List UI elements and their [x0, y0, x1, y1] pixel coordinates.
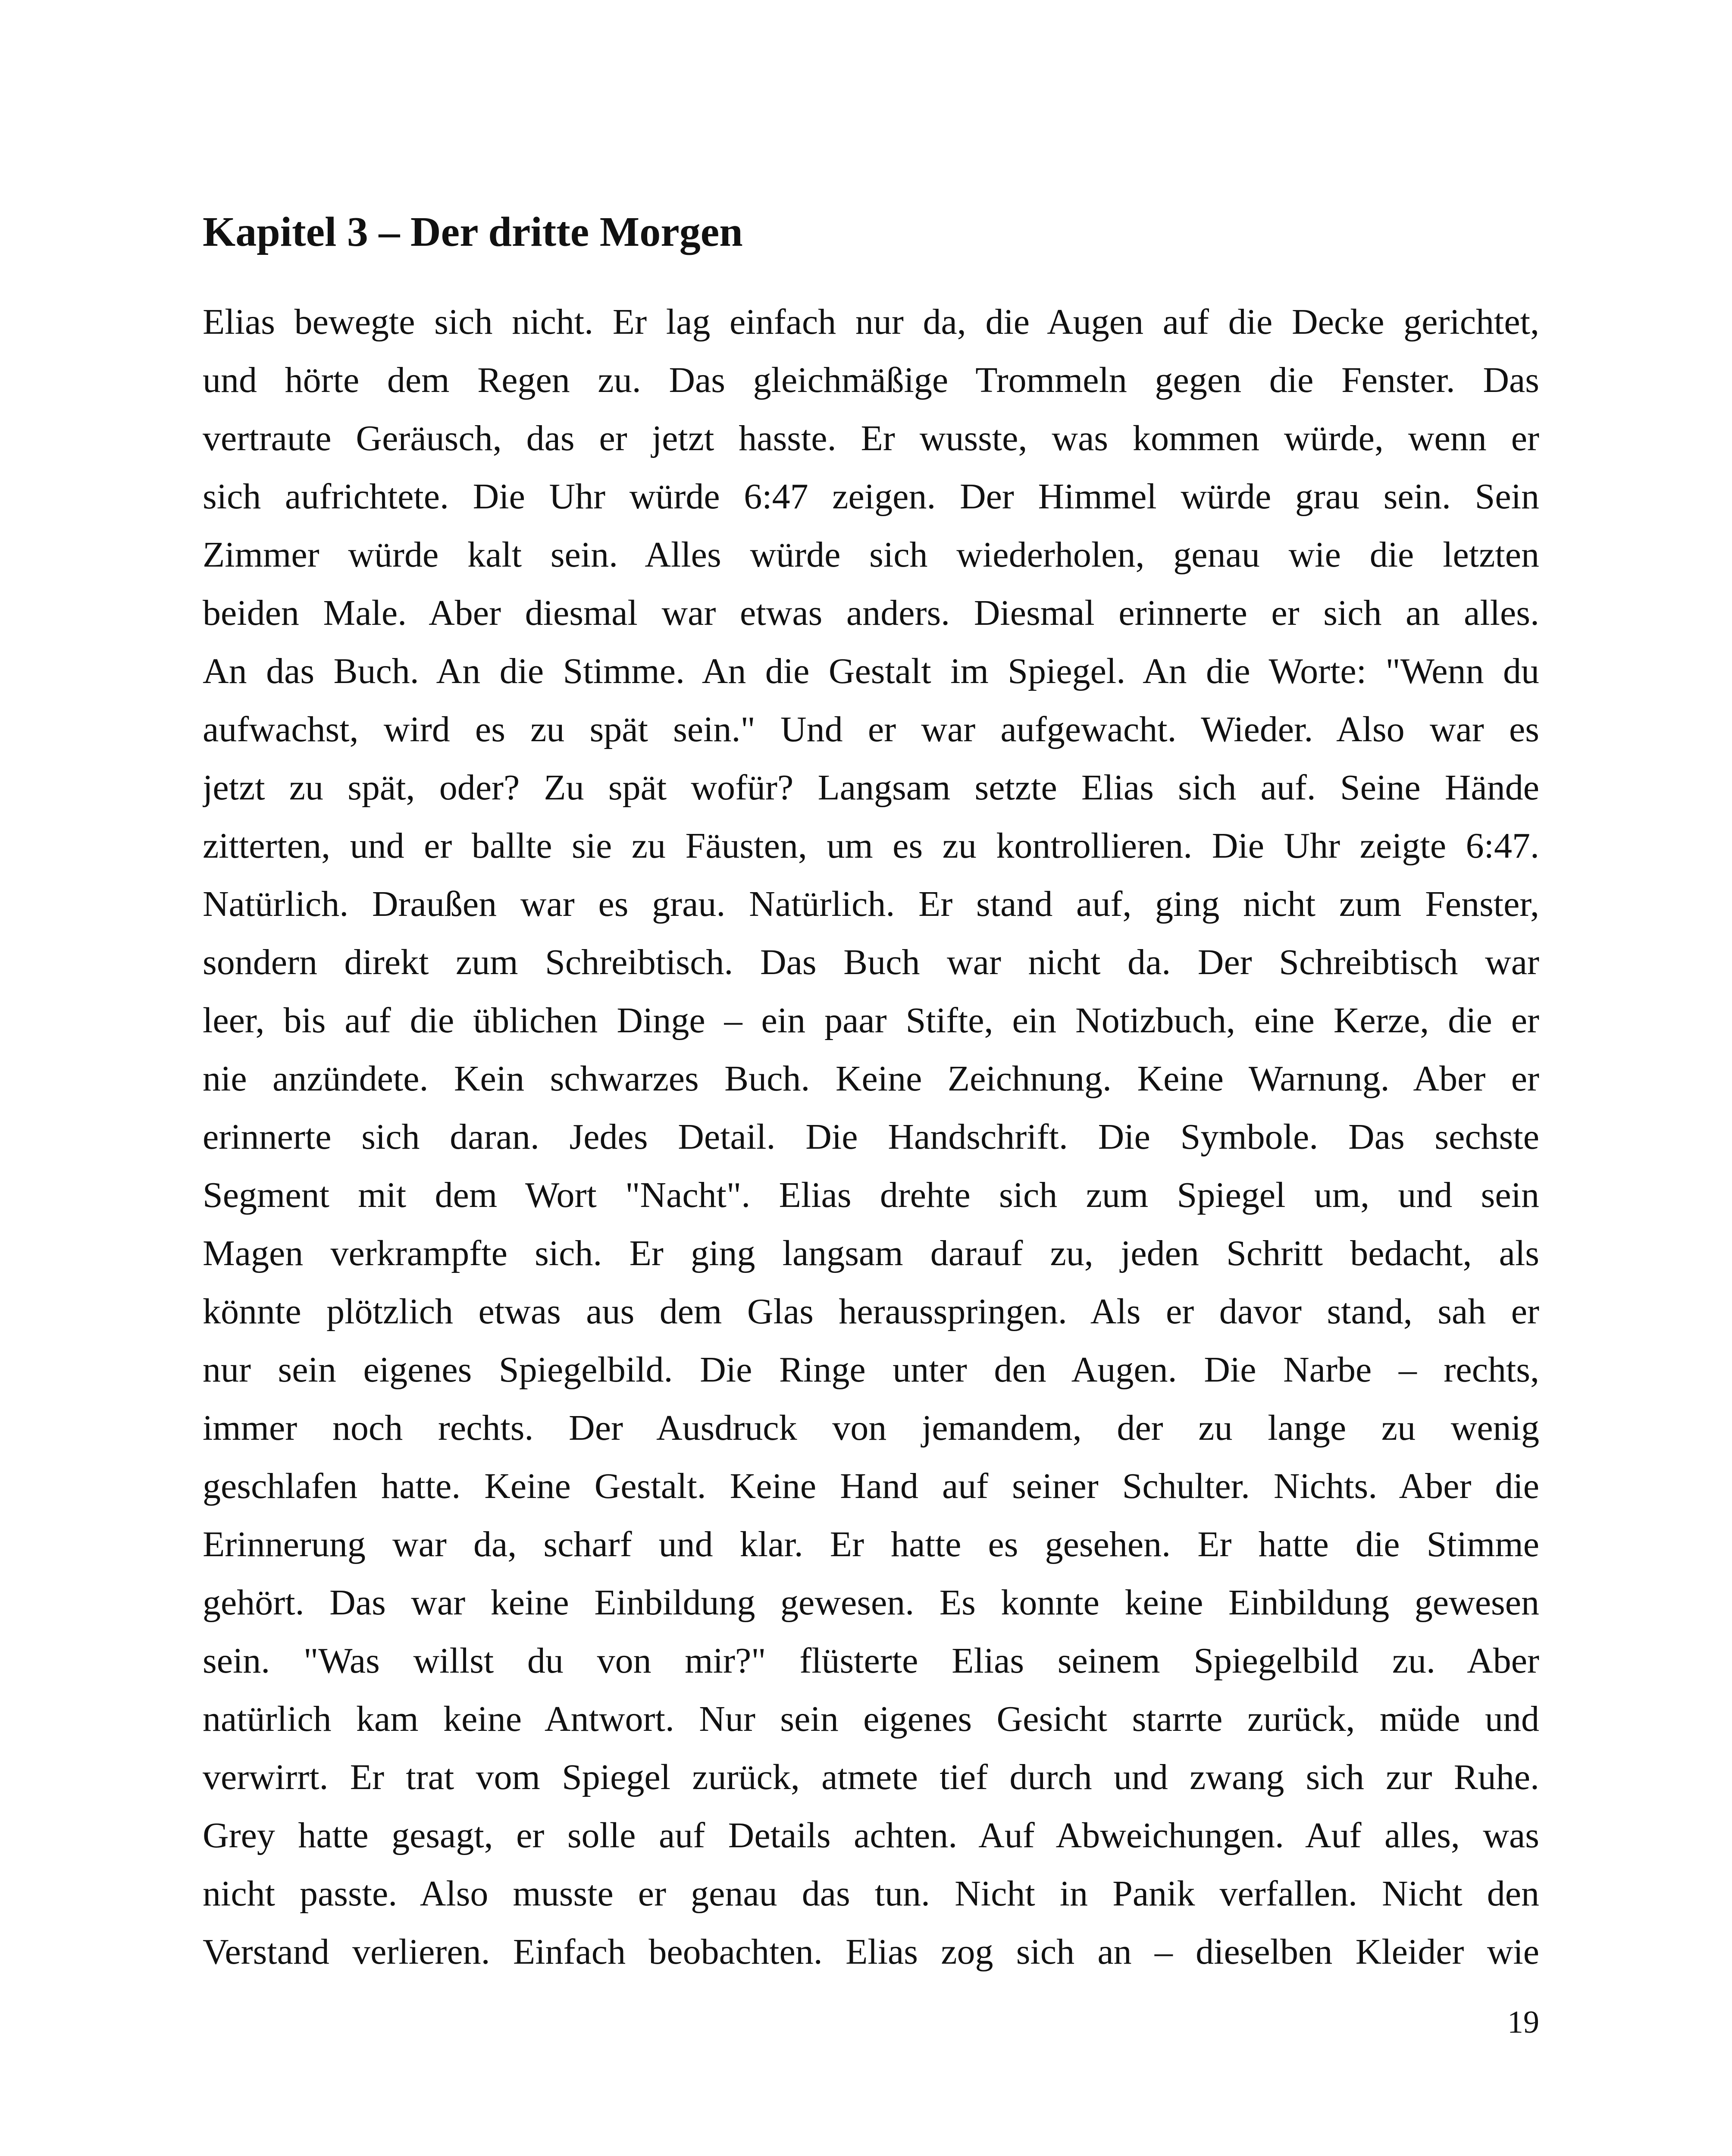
chapter-body-text — [203, 293, 1539, 1981]
body-line: Erinnerung war da, scharf und klar. Er hatte es gesehen. Er hatte die Stimme — [203, 1524, 1539, 1564]
body-line: sondern direkt zum Schreibtisch. Das Buch war nicht da. Der Schreibtisch war — [203, 942, 1539, 982]
body-line: Elias bewegte sich nicht. Er lag einfach nur da, die Augen auf die Decke gerichtet, — [203, 302, 1539, 342]
chapter-title: Kapitel 3 – Der dritte Morgen — [203, 209, 743, 255]
body-line: Grey hatte gesagt, er solle auf Details achten. Auf Abweichungen. Auf alles, was — [203, 1815, 1539, 1855]
body-line: aufwachst, wird es zu spät sein." Und er war aufgewacht. Wieder. Also war es — [203, 709, 1539, 749]
body-line: An das Buch. An die Stimme. An die Gestalt im Spiegel. An die Worte: "Wenn du — [203, 651, 1539, 691]
body-line: zitterten, und er ballte sie zu Fäusten, um es zu kontrollieren. Die Uhr zeigte 6:47. — [203, 826, 1539, 866]
body-line: erinnerte sich daran. Jedes Detail. Die Handschrift. Die Symbole. Das sechste — [203, 1117, 1539, 1157]
body-line: Zimmer würde kalt sein. Alles würde sich wiederholen, genau wie die letzten — [203, 535, 1539, 575]
body-line: könnte plötzlich etwas aus dem Glas herausspringen. Als er davor stand, sah er — [203, 1291, 1539, 1332]
body-line: geschlafen hatte. Keine Gestalt. Keine Hand auf seiner Schulter. Nichts. Aber die — [203, 1466, 1539, 1506]
body-line: leer, bis auf die üblichen Dinge – ein paar Stifte, ein Notizbuch, eine Kerze, die er — [203, 1000, 1539, 1040]
page-number: 19 — [1507, 2005, 1539, 2040]
body-line: und hörte dem Regen zu. Das gleichmäßige Trommeln gegen die Fenster. Das — [203, 360, 1539, 400]
body-line: Natürlich. Draußen war es grau. Natürlich. Er stand auf, ging nicht zum Fenster, — [203, 884, 1539, 924]
body-line: vertraute Geräusch, das er jetzt hasste. Er wusste, was kommen würde, wenn er — [203, 418, 1539, 458]
body-line: beiden Male. Aber diesmal war etwas anders. Diesmal erinnerte er sich an alles. — [203, 593, 1539, 633]
body-line: Magen verkrampfte sich. Er ging langsam darauf zu, jeden Schritt bedacht, als — [203, 1233, 1539, 1273]
body-line: sich aufrichtete. Die Uhr würde 6:47 zeigen. Der Himmel würde grau sein. Sein — [203, 476, 1539, 517]
body-line: nicht passte. Also musste er genau das tun. Nicht in Panik verfallen. Nicht den — [203, 1874, 1539, 1914]
body-line: verwirrt. Er trat vom Spiegel zurück, atmete tief durch und zwang sich zur Ruhe. — [203, 1757, 1539, 1797]
body-line: nie anzündete. Kein schwarzes Buch. Keine Zeichnung. Keine Warnung. Aber er — [203, 1059, 1539, 1099]
body-line: nur sein eigenes Spiegelbild. Die Ringe unter den Augen. Die Narbe – rechts, — [203, 1350, 1539, 1390]
body-line: Segment mit dem Wort "Nacht". Elias drehte sich zum Spiegel um, und sein — [203, 1175, 1539, 1215]
body-line: Verstand verlieren. Einfach beobachten. Elias zog sich an – dieselben Kleider wie — [203, 1932, 1539, 1972]
body-line: immer noch rechts. Der Ausdruck von jemandem, der zu lange zu wenig — [203, 1408, 1539, 1448]
body-line: gehört. Das war keine Einbildung gewesen. Es konnte keine Einbildung gewesen — [203, 1583, 1539, 1623]
body-line: jetzt zu spät, oder? Zu spät wofür? Langsam setzte Elias sich auf. Seine Hände — [203, 768, 1539, 808]
body-line: sein. "Was willst du von mir?" flüsterte Elias seinem Spiegelbild zu. Aber — [203, 1641, 1539, 1681]
body-line: natürlich kam keine Antwort. Nur sein eigenes Gesicht starrte zurück, müde und — [203, 1699, 1539, 1739]
